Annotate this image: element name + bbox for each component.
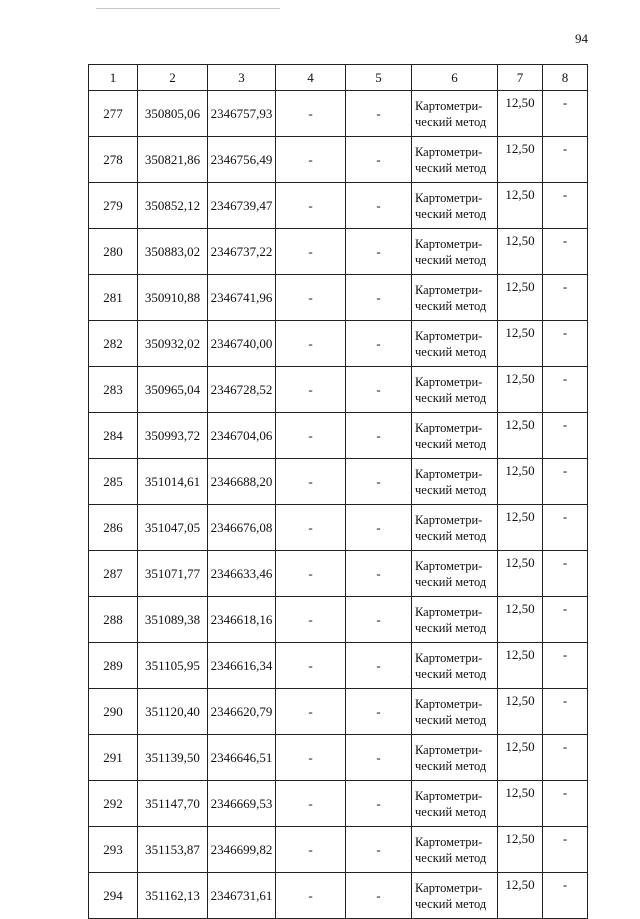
method-cell	[412, 413, 498, 459]
method-line-1: Картометри-	[415, 374, 483, 389]
point-number-cell: 278	[89, 137, 138, 183]
method-cell	[412, 689, 498, 735]
method-line-1: Картометри-	[415, 466, 483, 481]
column-5-cell: -	[346, 183, 412, 229]
x-coordinate-cell: 350821,86	[138, 137, 208, 183]
column-5-cell: -	[346, 367, 412, 413]
y-coordinate-cell: 2346731,61	[208, 873, 276, 919]
method-line-2: ческий метод	[415, 896, 487, 911]
method-line-2: ческий метод	[415, 114, 487, 129]
method-cell	[412, 459, 498, 505]
column-5-cell: -	[346, 459, 412, 505]
y-coordinate-cell: 2346688,20	[208, 459, 276, 505]
method-line-2: ческий метод	[415, 390, 487, 405]
column-5-cell: -	[346, 413, 412, 459]
area-value-cell: 12,50	[498, 735, 543, 781]
x-coordinate-cell: 351089,38	[138, 597, 208, 643]
column-5-cell: -	[346, 91, 412, 137]
column-4-cell: -	[276, 275, 346, 321]
column-5-cell: -	[346, 689, 412, 735]
column-4-cell: -	[276, 137, 346, 183]
column-8-cell: -	[543, 413, 588, 459]
column-5-cell: -	[346, 321, 412, 367]
area-value-cell: 12,50	[498, 275, 543, 321]
column-8-cell: -	[543, 321, 588, 367]
table-row	[89, 137, 588, 183]
method-line-2: ческий метод	[415, 482, 487, 497]
area-value-cell: 12,50	[498, 413, 543, 459]
column-4-cell: -	[276, 689, 346, 735]
method-line-2: ческий метод	[415, 574, 487, 589]
area-value-cell: 12,50	[498, 459, 543, 505]
column-8-cell: -	[543, 229, 588, 275]
y-coordinate-cell: 2346646,51	[208, 735, 276, 781]
method-line-1: Картометри-	[415, 236, 483, 251]
point-number-cell: 287	[89, 551, 138, 597]
method-line-1: Картометри-	[415, 98, 483, 113]
column-4-cell: -	[276, 505, 346, 551]
table-body	[89, 91, 588, 919]
column-5-cell: -	[346, 735, 412, 781]
column-4-cell: -	[276, 183, 346, 229]
point-number-cell: 279	[89, 183, 138, 229]
column-5-cell: -	[346, 643, 412, 689]
table-row	[89, 229, 588, 275]
table-row	[89, 321, 588, 367]
method-line-2: ческий метод	[415, 666, 487, 681]
method-line-2: ческий метод	[415, 206, 487, 221]
method-cell	[412, 827, 498, 873]
method-line-1: Картометри-	[415, 512, 483, 527]
point-number-cell: 285	[89, 459, 138, 505]
column-5-cell: -	[346, 137, 412, 183]
area-value-cell: 12,50	[498, 321, 543, 367]
column-8-cell: -	[543, 827, 588, 873]
method-cell	[412, 137, 498, 183]
column-8-cell: -	[543, 183, 588, 229]
column-8-cell: -	[543, 459, 588, 505]
table-row	[89, 873, 588, 919]
table-row	[89, 275, 588, 321]
table-row	[89, 91, 588, 137]
table-row	[89, 597, 588, 643]
header-row	[89, 65, 588, 91]
column-8-cell: -	[543, 597, 588, 643]
table-row	[89, 183, 588, 229]
area-value-cell: 12,50	[498, 137, 543, 183]
method-cell	[412, 229, 498, 275]
method-line-1: Картометри-	[415, 558, 483, 573]
column-4-cell: -	[276, 643, 346, 689]
method-cell	[412, 597, 498, 643]
column-4-cell: -	[276, 735, 346, 781]
method-line-2: ческий метод	[415, 344, 487, 359]
area-value-cell: 12,50	[498, 597, 543, 643]
method-cell	[412, 735, 498, 781]
point-number-cell: 280	[89, 229, 138, 275]
header-cell: 6	[412, 65, 498, 91]
column-8-cell: -	[543, 367, 588, 413]
header-cell: 1	[89, 65, 138, 91]
y-coordinate-cell: 2346704,06	[208, 413, 276, 459]
column-8-cell: -	[543, 91, 588, 137]
column-8-cell: -	[543, 689, 588, 735]
x-coordinate-cell: 350932,02	[138, 321, 208, 367]
x-coordinate-cell: 351120,40	[138, 689, 208, 735]
method-line-1: Картометри-	[415, 788, 483, 803]
y-coordinate-cell: 2346740,00	[208, 321, 276, 367]
column-8-cell: -	[543, 137, 588, 183]
column-4-cell: -	[276, 229, 346, 275]
method-cell	[412, 91, 498, 137]
method-cell	[412, 275, 498, 321]
method-line-2: ческий метод	[415, 436, 487, 451]
area-value-cell: 12,50	[498, 551, 543, 597]
method-line-1: Картометри-	[415, 190, 483, 205]
method-line-2: ческий метод	[415, 160, 487, 175]
x-coordinate-cell: 351105,95	[138, 643, 208, 689]
table-row	[89, 367, 588, 413]
area-value-cell: 12,50	[498, 827, 543, 873]
method-line-1: Картометри-	[415, 604, 483, 619]
method-line-1: Картометри-	[415, 650, 483, 665]
column-8-cell: -	[543, 735, 588, 781]
column-5-cell: -	[346, 229, 412, 275]
x-coordinate-cell: 351153,87	[138, 827, 208, 873]
x-coordinate-cell: 351147,70	[138, 781, 208, 827]
y-coordinate-cell: 2346757,93	[208, 91, 276, 137]
x-coordinate-cell: 351162,13	[138, 873, 208, 919]
column-5-cell: -	[346, 505, 412, 551]
x-coordinate-cell: 351014,61	[138, 459, 208, 505]
column-4-cell: -	[276, 459, 346, 505]
header-cell: 8	[543, 65, 588, 91]
column-5-cell: -	[346, 551, 412, 597]
column-8-cell: -	[543, 781, 588, 827]
table-row	[89, 735, 588, 781]
y-coordinate-cell: 2346669,53	[208, 781, 276, 827]
point-number-cell: 277	[89, 91, 138, 137]
method-cell	[412, 321, 498, 367]
table-row	[89, 781, 588, 827]
method-line-1: Картометри-	[415, 742, 483, 757]
column-4-cell: -	[276, 413, 346, 459]
y-coordinate-cell: 2346741,96	[208, 275, 276, 321]
column-4-cell: -	[276, 91, 346, 137]
x-coordinate-cell: 351071,77	[138, 551, 208, 597]
point-number-cell: 288	[89, 597, 138, 643]
x-coordinate-cell: 351139,50	[138, 735, 208, 781]
y-coordinate-cell: 2346728,52	[208, 367, 276, 413]
x-coordinate-cell: 350852,12	[138, 183, 208, 229]
x-coordinate-cell: 350910,88	[138, 275, 208, 321]
header-cell: 3	[208, 65, 276, 91]
column-8-cell: -	[543, 275, 588, 321]
method-line-2: ческий метод	[415, 252, 487, 267]
area-value-cell: 12,50	[498, 229, 543, 275]
table-row	[89, 505, 588, 551]
header-cell: 2	[138, 65, 208, 91]
y-coordinate-cell: 2346620,79	[208, 689, 276, 735]
column-4-cell: -	[276, 597, 346, 643]
y-coordinate-cell: 2346737,22	[208, 229, 276, 275]
method-line-2: ческий метод	[415, 298, 487, 313]
point-number-cell: 281	[89, 275, 138, 321]
y-coordinate-cell: 2346739,47	[208, 183, 276, 229]
table-row	[89, 689, 588, 735]
method-line-2: ческий метод	[415, 758, 487, 773]
method-cell	[412, 873, 498, 919]
column-8-cell: -	[543, 873, 588, 919]
x-coordinate-cell: 350883,02	[138, 229, 208, 275]
table-row	[89, 827, 588, 873]
method-cell	[412, 505, 498, 551]
method-line-1: Картометри-	[415, 880, 483, 895]
header-cell: 4	[276, 65, 346, 91]
method-cell	[412, 183, 498, 229]
area-value-cell: 12,50	[498, 183, 543, 229]
method-line-1: Картометри-	[415, 696, 483, 711]
scan-edge-line	[96, 8, 280, 9]
column-4-cell: -	[276, 781, 346, 827]
column-8-cell: -	[543, 551, 588, 597]
page-number: 94	[575, 31, 588, 46]
column-4-cell: -	[276, 827, 346, 873]
point-number-cell: 282	[89, 321, 138, 367]
point-number-cell: 290	[89, 689, 138, 735]
y-coordinate-cell: 2346618,16	[208, 597, 276, 643]
method-line-1: Картометри-	[415, 328, 483, 343]
method-line-2: ческий метод	[415, 528, 487, 543]
area-value-cell: 12,50	[498, 689, 543, 735]
method-line-2: ческий метод	[415, 804, 487, 819]
method-line-1: Картометри-	[415, 282, 483, 297]
method-cell	[412, 551, 498, 597]
header-cell: 5	[346, 65, 412, 91]
area-value-cell: 12,50	[498, 643, 543, 689]
column-5-cell: -	[346, 781, 412, 827]
y-coordinate-cell: 2346633,46	[208, 551, 276, 597]
point-number-cell: 294	[89, 873, 138, 919]
table-row	[89, 643, 588, 689]
header-cell: 7	[498, 65, 543, 91]
y-coordinate-cell: 2346756,49	[208, 137, 276, 183]
column-4-cell: -	[276, 873, 346, 919]
coordinates-table	[88, 64, 588, 919]
area-value-cell: 12,50	[498, 873, 543, 919]
column-5-cell: -	[346, 873, 412, 919]
point-number-cell: 291	[89, 735, 138, 781]
x-coordinate-cell: 351047,05	[138, 505, 208, 551]
method-cell	[412, 367, 498, 413]
x-coordinate-cell: 350965,04	[138, 367, 208, 413]
method-line-2: ческий метод	[415, 850, 487, 865]
column-4-cell: -	[276, 551, 346, 597]
point-number-cell: 283	[89, 367, 138, 413]
point-number-cell: 293	[89, 827, 138, 873]
method-line-1: Картометри-	[415, 834, 483, 849]
table-row	[89, 413, 588, 459]
area-value-cell: 12,50	[498, 781, 543, 827]
table-header	[89, 65, 588, 91]
point-number-cell: 292	[89, 781, 138, 827]
point-number-cell: 289	[89, 643, 138, 689]
table-row	[89, 551, 588, 597]
y-coordinate-cell: 2346676,08	[208, 505, 276, 551]
method-cell	[412, 643, 498, 689]
area-value-cell: 12,50	[498, 367, 543, 413]
column-8-cell: -	[543, 505, 588, 551]
column-4-cell: -	[276, 321, 346, 367]
area-value-cell: 12,50	[498, 505, 543, 551]
point-number-cell: 286	[89, 505, 138, 551]
method-line-2: ческий метод	[415, 712, 487, 727]
method-line-1: Картометри-	[415, 420, 483, 435]
method-line-2: ческий метод	[415, 620, 487, 635]
column-5-cell: -	[346, 827, 412, 873]
area-value-cell: 12,50	[498, 91, 543, 137]
method-cell	[412, 781, 498, 827]
column-8-cell: -	[543, 643, 588, 689]
column-4-cell: -	[276, 367, 346, 413]
y-coordinate-cell: 2346699,82	[208, 827, 276, 873]
x-coordinate-cell: 350993,72	[138, 413, 208, 459]
column-5-cell: -	[346, 275, 412, 321]
method-line-1: Картометри-	[415, 144, 483, 159]
x-coordinate-cell: 350805,06	[138, 91, 208, 137]
y-coordinate-cell: 2346616,34	[208, 643, 276, 689]
point-number-cell: 284	[89, 413, 138, 459]
column-5-cell: -	[346, 597, 412, 643]
table-row	[89, 459, 588, 505]
